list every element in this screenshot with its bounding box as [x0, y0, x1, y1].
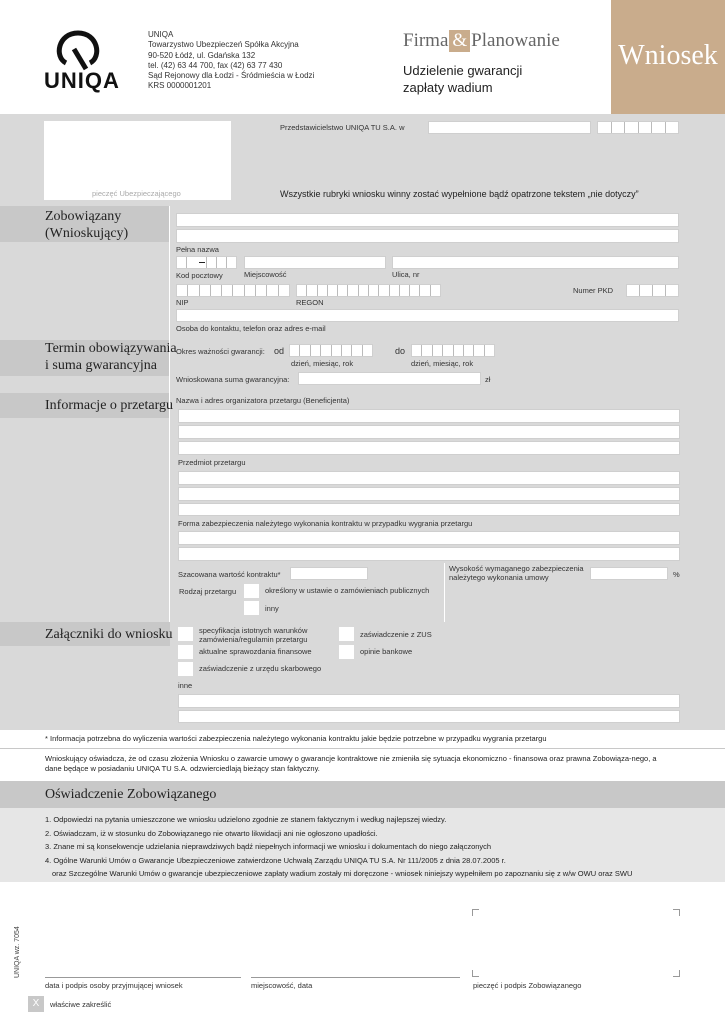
- nip-label: NIP: [176, 298, 189, 307]
- organizer-input-1[interactable]: [178, 409, 680, 423]
- header: [0, 0, 725, 114]
- company-line: KRS 0000001201: [148, 81, 212, 91]
- column-divider: [169, 206, 170, 622]
- stamp-corner-br: [673, 970, 680, 977]
- subject-label: Przedmiot przetargu: [178, 458, 246, 467]
- company-info: [148, 30, 314, 92]
- street-label: Ulica, nr: [392, 270, 420, 279]
- regon-label: REGON: [296, 298, 324, 307]
- section-title-zobowiazany: Zobowiązany (Wnioskujący): [45, 209, 129, 241]
- postal-code-input[interactable]: [176, 256, 237, 269]
- statement-item: 4. Ogólne Warunki Umów o Gwarancje Ubezpieczeniowe zatwierdzone Uchwałą Zarządu UNIQA TU S.A. Nr 111/2005 z dnia 28.07.2005 r.: [45, 855, 506, 865]
- brand-title: Firma & Planowanie: [403, 30, 560, 51]
- statement-item: oraz Szczególne Warunki Umów o gwarancje ubezpieczeniowe zapłaty wadium zostały mi doręczone - wniosek niniejszy wypełniłem po zapoznaniu się z w/w OWU oraz SWU: [52, 869, 633, 878]
- city-input[interactable]: [244, 256, 386, 269]
- declaration: Wnioskujący oświadcza, że od czasu złożenia Wniosku o zawarcie umowy o gwarancje kontraktowe nie zmieniła się sytuacja ekonomiczno - finansowa oraz prawna Zobowiąza-nego, a dane będące w posiadaniu UNIQA TU S.A. odzwierciedlają bieżący stan faktyczny.: [45, 754, 657, 773]
- date-from-hint: dzień, miesiąc, rok: [291, 359, 354, 368]
- pkd-label: Numer PKD: [573, 286, 614, 295]
- security-form-label: Forma zabezpieczenia należytego wykonania kontraktu w przypadku wygrania przetargu: [178, 519, 473, 528]
- street-input[interactable]: [392, 256, 679, 269]
- statement-item: 2. Oświadczam, iż w stosunku do Zobowiązanego nie otwarto likwidacji ani nie ogłoszono upadłości.: [45, 828, 378, 838]
- organizer-input-3[interactable]: [178, 441, 680, 455]
- city-label: Miejscowość: [244, 270, 287, 279]
- statement-item: 1. Odpowiedzi na pytania umieszczone we wniosku udzielono zgodnie ze stanem faktycznym i według najlepszej wiedzy.: [45, 815, 447, 824]
- stamp-label: pieczęć Ubezpieczającego: [92, 189, 181, 198]
- footnote: * Informacja potrzebna do wyliczenia wartości zabezpieczenia należytego wykonania kontraktu jakie będzie potrzebne w przypadku wygrania przetargu: [45, 734, 547, 743]
- full-name-input-2[interactable]: [176, 229, 679, 243]
- subject-input-1[interactable]: [178, 471, 680, 485]
- zus-label: zaświadczenie z ZUS: [360, 630, 432, 639]
- przedstawicielstwo-code[interactable]: [597, 121, 679, 134]
- security-height-label-1: Wysokość wymaganego zabezpieczenia: [449, 564, 584, 573]
- signature-line-1: [45, 977, 241, 978]
- security-form-input-2[interactable]: [178, 547, 680, 561]
- stamp-corner-tr: [673, 909, 680, 916]
- spec-label-1: specyfikacja istotnych warunków: [199, 626, 308, 635]
- security-height-input[interactable]: [590, 567, 668, 580]
- tender-other-checkbox[interactable]: [244, 601, 259, 615]
- financial-statements-checkbox[interactable]: [178, 645, 193, 659]
- security-height-label-2: należytego wykonania umowy: [449, 573, 549, 582]
- subject-input-3[interactable]: [178, 503, 680, 516]
- statements-list: [45, 813, 632, 881]
- signature-label-3: pieczęć i podpis Zobowiązanego: [473, 981, 582, 990]
- spec-checkbox[interactable]: [178, 627, 193, 641]
- contact-label: Osoba do kontaktu, telefon oraz adres e-mail: [176, 324, 326, 333]
- section-title-oswiadczenie: Oświadczenie Zobowiązanego: [45, 787, 217, 802]
- date-to-hint: dzień, miesiąc, rok: [411, 359, 474, 368]
- to-label: do: [395, 346, 406, 356]
- tax-office-label: zaświadczenie z urzędu skarbowego: [199, 664, 322, 673]
- tax-office-checkbox[interactable]: [178, 662, 193, 676]
- sum-input[interactable]: [298, 372, 481, 385]
- signature-label-2: miejscowość, data: [251, 981, 313, 990]
- przedstawicielstwo-input[interactable]: [428, 121, 591, 134]
- form-code: UNIQA wz. 7054: [14, 926, 21, 978]
- currency-label: zł: [485, 375, 491, 384]
- other-input-1[interactable]: [178, 694, 680, 708]
- tender-public-label: określony w ustawie o zamówieniach publicznych: [265, 586, 430, 595]
- logo-wordmark: UNIQA: [44, 68, 120, 93]
- contract-value-input[interactable]: [290, 567, 368, 580]
- footnote-divider: [0, 748, 725, 749]
- date-from-input[interactable]: [289, 344, 373, 357]
- tender-other-label: inny: [265, 604, 279, 613]
- sub-divider: [444, 563, 445, 622]
- from-label: od: [274, 346, 285, 356]
- notice: Wszystkie rubryki wniosku winny zostać wypełnione bądź opatrzone tekstem „nie dotyczy”: [280, 189, 639, 199]
- spec-label-2: zamówienia/regulamin przetargu: [199, 635, 308, 644]
- security-form-input-1[interactable]: [178, 531, 680, 545]
- sum-label: Wnioskowana suma gwarancyjna:: [176, 375, 290, 384]
- financial-statements-label: aktualne sprawozdania finansowe: [199, 647, 312, 656]
- zus-checkbox[interactable]: [339, 627, 354, 641]
- signature-label-1: data i podpis osoby przyjmującej wniosek: [45, 981, 183, 990]
- nip-input[interactable]: [176, 284, 290, 297]
- logo-mark-icon: [44, 27, 128, 71]
- wniosek-badge: Wniosek: [611, 0, 725, 114]
- organizer-input-2[interactable]: [178, 425, 680, 439]
- strike-label: właściwe zakreślić: [50, 1000, 112, 1009]
- signature-line-2: [251, 977, 460, 978]
- company-line: UNIQA: [148, 30, 174, 39]
- postal-code-label: Kod pocztowy: [176, 271, 223, 280]
- percent-label: %: [673, 570, 680, 579]
- bank-opinion-checkbox[interactable]: [339, 645, 354, 659]
- pkd-input[interactable]: [626, 284, 679, 297]
- other-label: inne: [178, 681, 193, 690]
- section-title-termin: Termin obowiązywania i suma gwarancyjna: [45, 341, 177, 373]
- subject-input-2[interactable]: [178, 487, 680, 501]
- validity-label: Okres ważności gwarancji:: [176, 347, 265, 356]
- full-name-label: Pełna nazwa: [176, 245, 219, 254]
- full-name-input-1[interactable]: [176, 213, 679, 227]
- bank-opinion-label: opinie bankowe: [360, 647, 413, 656]
- regon-input[interactable]: [296, 284, 441, 297]
- stamp-corner-bl: [472, 970, 479, 977]
- organizer-label: Nazwa i adres organizatora przetargu (Beneficjenta): [176, 396, 350, 405]
- subtitle: Udzielenie gwarancji zapłaty wadium: [403, 63, 523, 95]
- przedstawicielstwo-label: Przedstawicielstwo UNIQA TU S.A. w: [280, 123, 405, 132]
- stamp-corner-tl: [472, 909, 479, 916]
- company-line: tel. (42) 63 44 700, fax (42) 63 77 430: [148, 60, 283, 70]
- section-title-zalaczniki: Załączniki do wniosku: [45, 627, 173, 642]
- company-line: 90-520 Łódź, ul. Gdańska 132: [148, 50, 256, 60]
- uniqa-logo: [44, 27, 128, 93]
- company-line: Sąd Rejonowy dla Łodzi - Śródmieścia w Łodzi: [148, 71, 315, 81]
- postal-dash: [199, 262, 205, 263]
- tender-public-checkbox[interactable]: [244, 584, 259, 598]
- statement-item: 3. Znane mi są konsekwencje udzielania nieprawdziwych bądź niepełnych informacji we wniosku i dokumentach do niego załączonych: [45, 842, 492, 851]
- x-mark-box: X: [28, 996, 44, 1012]
- section-title-przetarg: Informacje o przetargu: [45, 398, 174, 413]
- other-input-2[interactable]: [178, 710, 680, 723]
- contract-value-label: Szacowana wartość kontraktu*: [178, 570, 281, 579]
- ampersand-badge: &: [449, 30, 470, 52]
- contact-input[interactable]: [176, 309, 679, 322]
- company-line: Towarzystwo Ubezpieczeń Spółka Akcyjna: [148, 40, 299, 50]
- date-to-input[interactable]: [411, 344, 495, 357]
- tender-type-label: Rodzaj przetargu: [179, 587, 237, 596]
